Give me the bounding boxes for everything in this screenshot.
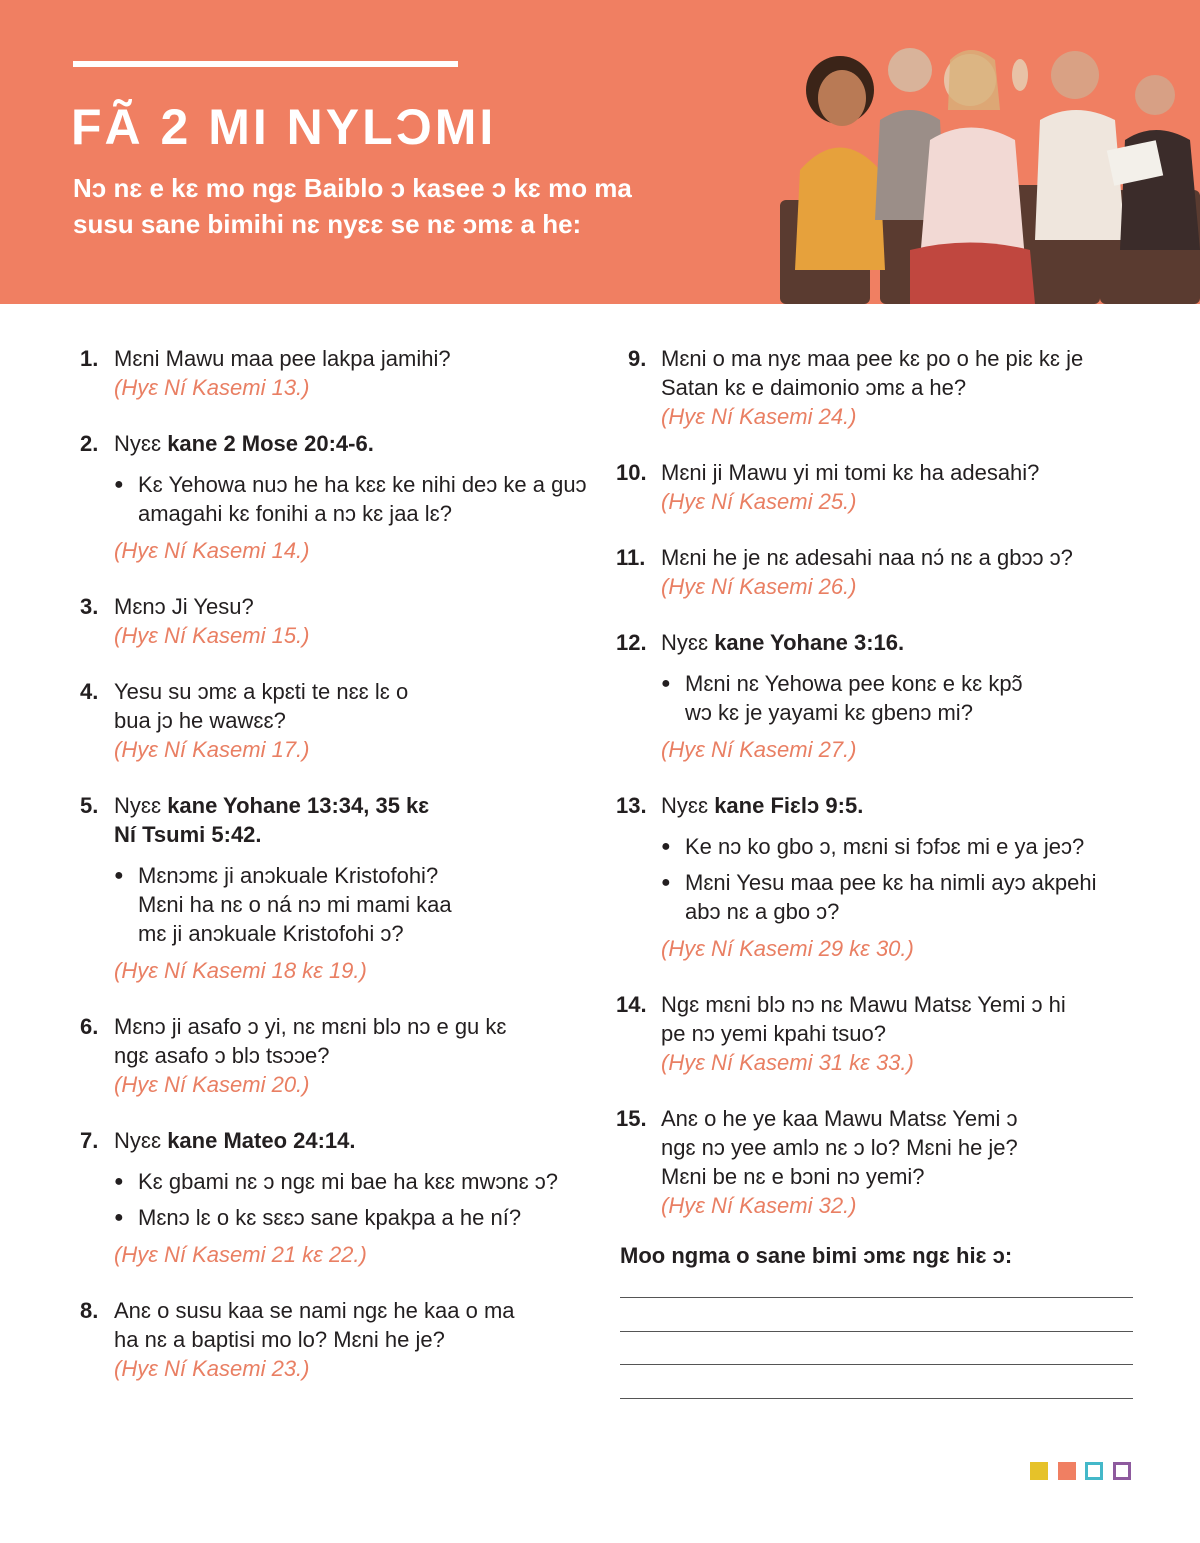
header-banner [0, 0, 1200, 304]
question-text: Nyɛɛ [114, 431, 168, 456]
question-text: Mɛni ji Mawu yi mi tomi kɛ ha adesahi? [661, 460, 1040, 485]
question-1 [80, 344, 600, 402]
lesson-reference: (Hyɛ Ní Kasemi 26.) [661, 574, 857, 599]
deco-square-yellow [1030, 1462, 1048, 1480]
question-text: Nyɛɛ [114, 1128, 168, 1153]
scripture-reading: kane Mateo 24:14. [167, 1128, 356, 1153]
lesson-reference: (Hyɛ Ní Kasemi 27.) [661, 737, 857, 762]
question-number: 15. [616, 1106, 647, 1131]
lesson-reference: (Hyɛ Ní Kasemi 31 kɛ 33.) [661, 1050, 914, 1075]
scripture-reading: kane 2 Mose 20:4-6. [167, 431, 374, 456]
question-11 [616, 543, 1136, 601]
question-9 [616, 344, 1136, 431]
lesson-reference: (Hyɛ Ní Kasemi 14.) [114, 538, 310, 563]
bullet-item: ● Mɛni Yesu maa pee kɛ ha nimli ayɔ akpehi abɔ nɛ a gbo ɔ? [661, 868, 1136, 926]
question-text: Nyɛɛ [114, 793, 168, 818]
deco-square-orange [1058, 1462, 1076, 1480]
question-number: 9. [628, 346, 647, 371]
question-number: 10. [616, 460, 647, 485]
question-14 [616, 990, 1136, 1077]
lesson-reference: (Hyɛ Ní Kasemi 20.) [114, 1072, 310, 1097]
bullet-item: ● Ke nɔ ko gbo ɔ, mɛni si fɔfɔɛ mi e ya jeɔ? [661, 832, 1136, 861]
question-2 [80, 429, 600, 565]
notes-line[interactable] [620, 1331, 1133, 1332]
lesson-reference: (Hyɛ Ní Kasemi 23.) [114, 1356, 310, 1381]
question-text: Nyɛɛ [661, 793, 715, 818]
lesson-reference: (Hyɛ Ní Kasemi 17.) [114, 737, 310, 762]
page-title: FÃ 2 MI NYLƆMI [71, 99, 497, 155]
notes-heading: Moo ngma o sane bimi ɔmɛ ngɛ hiɛ ɔ: [620, 1243, 1013, 1268]
questions-right-column [616, 344, 1136, 1247]
question-number: 11. [616, 545, 646, 570]
question-number: 14. [616, 992, 647, 1017]
question-text: Nyɛɛ [661, 630, 715, 655]
question-12 [616, 628, 1136, 764]
question-number: 3. [80, 594, 99, 619]
page-subtitle: Nɔ nɛ e kɛ mo ngɛ Baiblo ɔ kasee ɔ kɛ mo ma susu sane bimihi nɛ nyɛɛ se nɛ ɔmɛ a he: [73, 173, 632, 239]
question-text: Ngɛ mɛni blɔ nɔ nɛ Mawu Matsɛ Yemi ɔ hi pe nɔ yemi kpahi tsuo? [661, 992, 1066, 1046]
bullet-item: ● Kɛ Yehowa nuɔ he ha kɛɛ ke nihi deɔ ke a guɔ amagahi kɛ fonihi a nɔ kɛ jaa lɛ? [114, 470, 600, 528]
question-number: 6. [80, 1014, 99, 1039]
lesson-reference: (Hyɛ Ní Kasemi 15.) [114, 623, 310, 648]
question-number: 13. [616, 793, 647, 818]
question-number: 8. [80, 1298, 99, 1323]
question-3 [80, 592, 600, 650]
question-text: Mɛni Mawu maa pee lakpa jamihi? [114, 346, 451, 371]
lesson-reference: (Hyɛ Ní Kasemi 29 kɛ 30.) [661, 936, 914, 961]
header-rule [73, 61, 458, 67]
question-number: 5. [80, 793, 99, 818]
lesson-reference: (Hyɛ Ní Kasemi 18 kɛ 19.) [114, 958, 367, 983]
lesson-reference: (Hyɛ Ní Kasemi 24.) [661, 404, 857, 429]
bullet-item: ● Kɛ gbami nɛ ɔ ngɛ mi bae ha kɛɛ mwɔnɛ ɔ? [114, 1167, 600, 1196]
question-text: Anɛ o he ye kaa Mawu Matsɛ Yemi ɔ ngɛ nɔ yee amlɔ nɛ ɔ lo? Mɛni he je? Mɛni be nɛ e bɔni nɔ yemi? [661, 1106, 1018, 1189]
scripture-reading: kane Fiɛlɔ 9:5. [714, 793, 864, 818]
deco-square-teal-outline [1085, 1462, 1103, 1480]
question-4 [80, 677, 600, 764]
question-text: Mɛni o ma nyɛ maa pee kɛ po o he piɛ kɛ je Satan kɛ e daimonio ɔmɛ a he? [661, 346, 1084, 400]
question-5 [80, 791, 600, 985]
question-number: 12. [616, 630, 647, 655]
question-text: Yesu su ɔmɛ a kpɛti te nɛɛ lɛ o bua jɔ he wawɛɛ? [114, 679, 409, 733]
notes-line[interactable] [620, 1398, 1133, 1399]
question-text: Mɛnɔ Ji Yesu? [114, 594, 254, 619]
question-8 [80, 1296, 600, 1383]
lesson-reference: (Hyɛ Ní Kasemi 13.) [114, 375, 310, 400]
question-number: 7. [80, 1128, 99, 1153]
question-text: Mɛni he je nɛ adesahi naa nɔ́ nɛ a gbɔɔ ɔ? [661, 545, 1073, 570]
question-text: Anɛ o susu kaa se nami ngɛ he kaa o ma ha nɛ a baptisi mo lo? Mɛni he je? [114, 1298, 515, 1352]
question-number: 2. [80, 431, 99, 456]
scripture-reading: kane Yohane 3:16. [714, 630, 905, 655]
questions-left-column [80, 344, 600, 1410]
question-number: 1. [80, 346, 99, 371]
notes-line[interactable] [620, 1364, 1133, 1365]
notes-line[interactable] [620, 1297, 1133, 1298]
lesson-reference: (Hyɛ Ní Kasemi 32.) [661, 1193, 857, 1218]
lesson-reference: (Hyɛ Ní Kasemi 25.) [661, 489, 857, 514]
scripture-reading: kane Yohane 13:34, 35 kɛ Ní Tsumi 5:42. [114, 793, 430, 847]
question-text: Mɛnɔ ji asafo ɔ yi, nɛ mɛni blɔ nɔ e gu kɛ ngɛ asafo ɔ blɔ tsɔɔe? [114, 1014, 507, 1068]
question-10 [616, 458, 1136, 516]
bullet-item: ● Mɛnɔ lɛ o kɛ sɛɛɔ sane kpakpa a he ní? [114, 1203, 600, 1232]
deco-square-purple-outline [1113, 1462, 1131, 1480]
question-number: 4. [80, 679, 99, 704]
question-6 [80, 1012, 600, 1099]
bullet-item: ● Mɛni nɛ Yehowa pee konɛ e kɛ kpɔ̃ wɔ kɛ je yayami kɛ gbenɔ mi? [661, 669, 1045, 727]
lesson-reference: (Hyɛ Ní Kasemi 21 kɛ 22.) [114, 1242, 367, 1267]
bullet-item: ● Mɛnɔmɛ ji anɔkuale Kristofohi? Mɛni ha nɛ o ná nɔ mi mami kaa mɛ ji anɔkuale Kristofohi ɔ? [114, 861, 468, 948]
question-13 [616, 791, 1136, 963]
people-illustration [760, 20, 1200, 304]
question-7 [80, 1126, 600, 1269]
question-15 [616, 1104, 1136, 1220]
